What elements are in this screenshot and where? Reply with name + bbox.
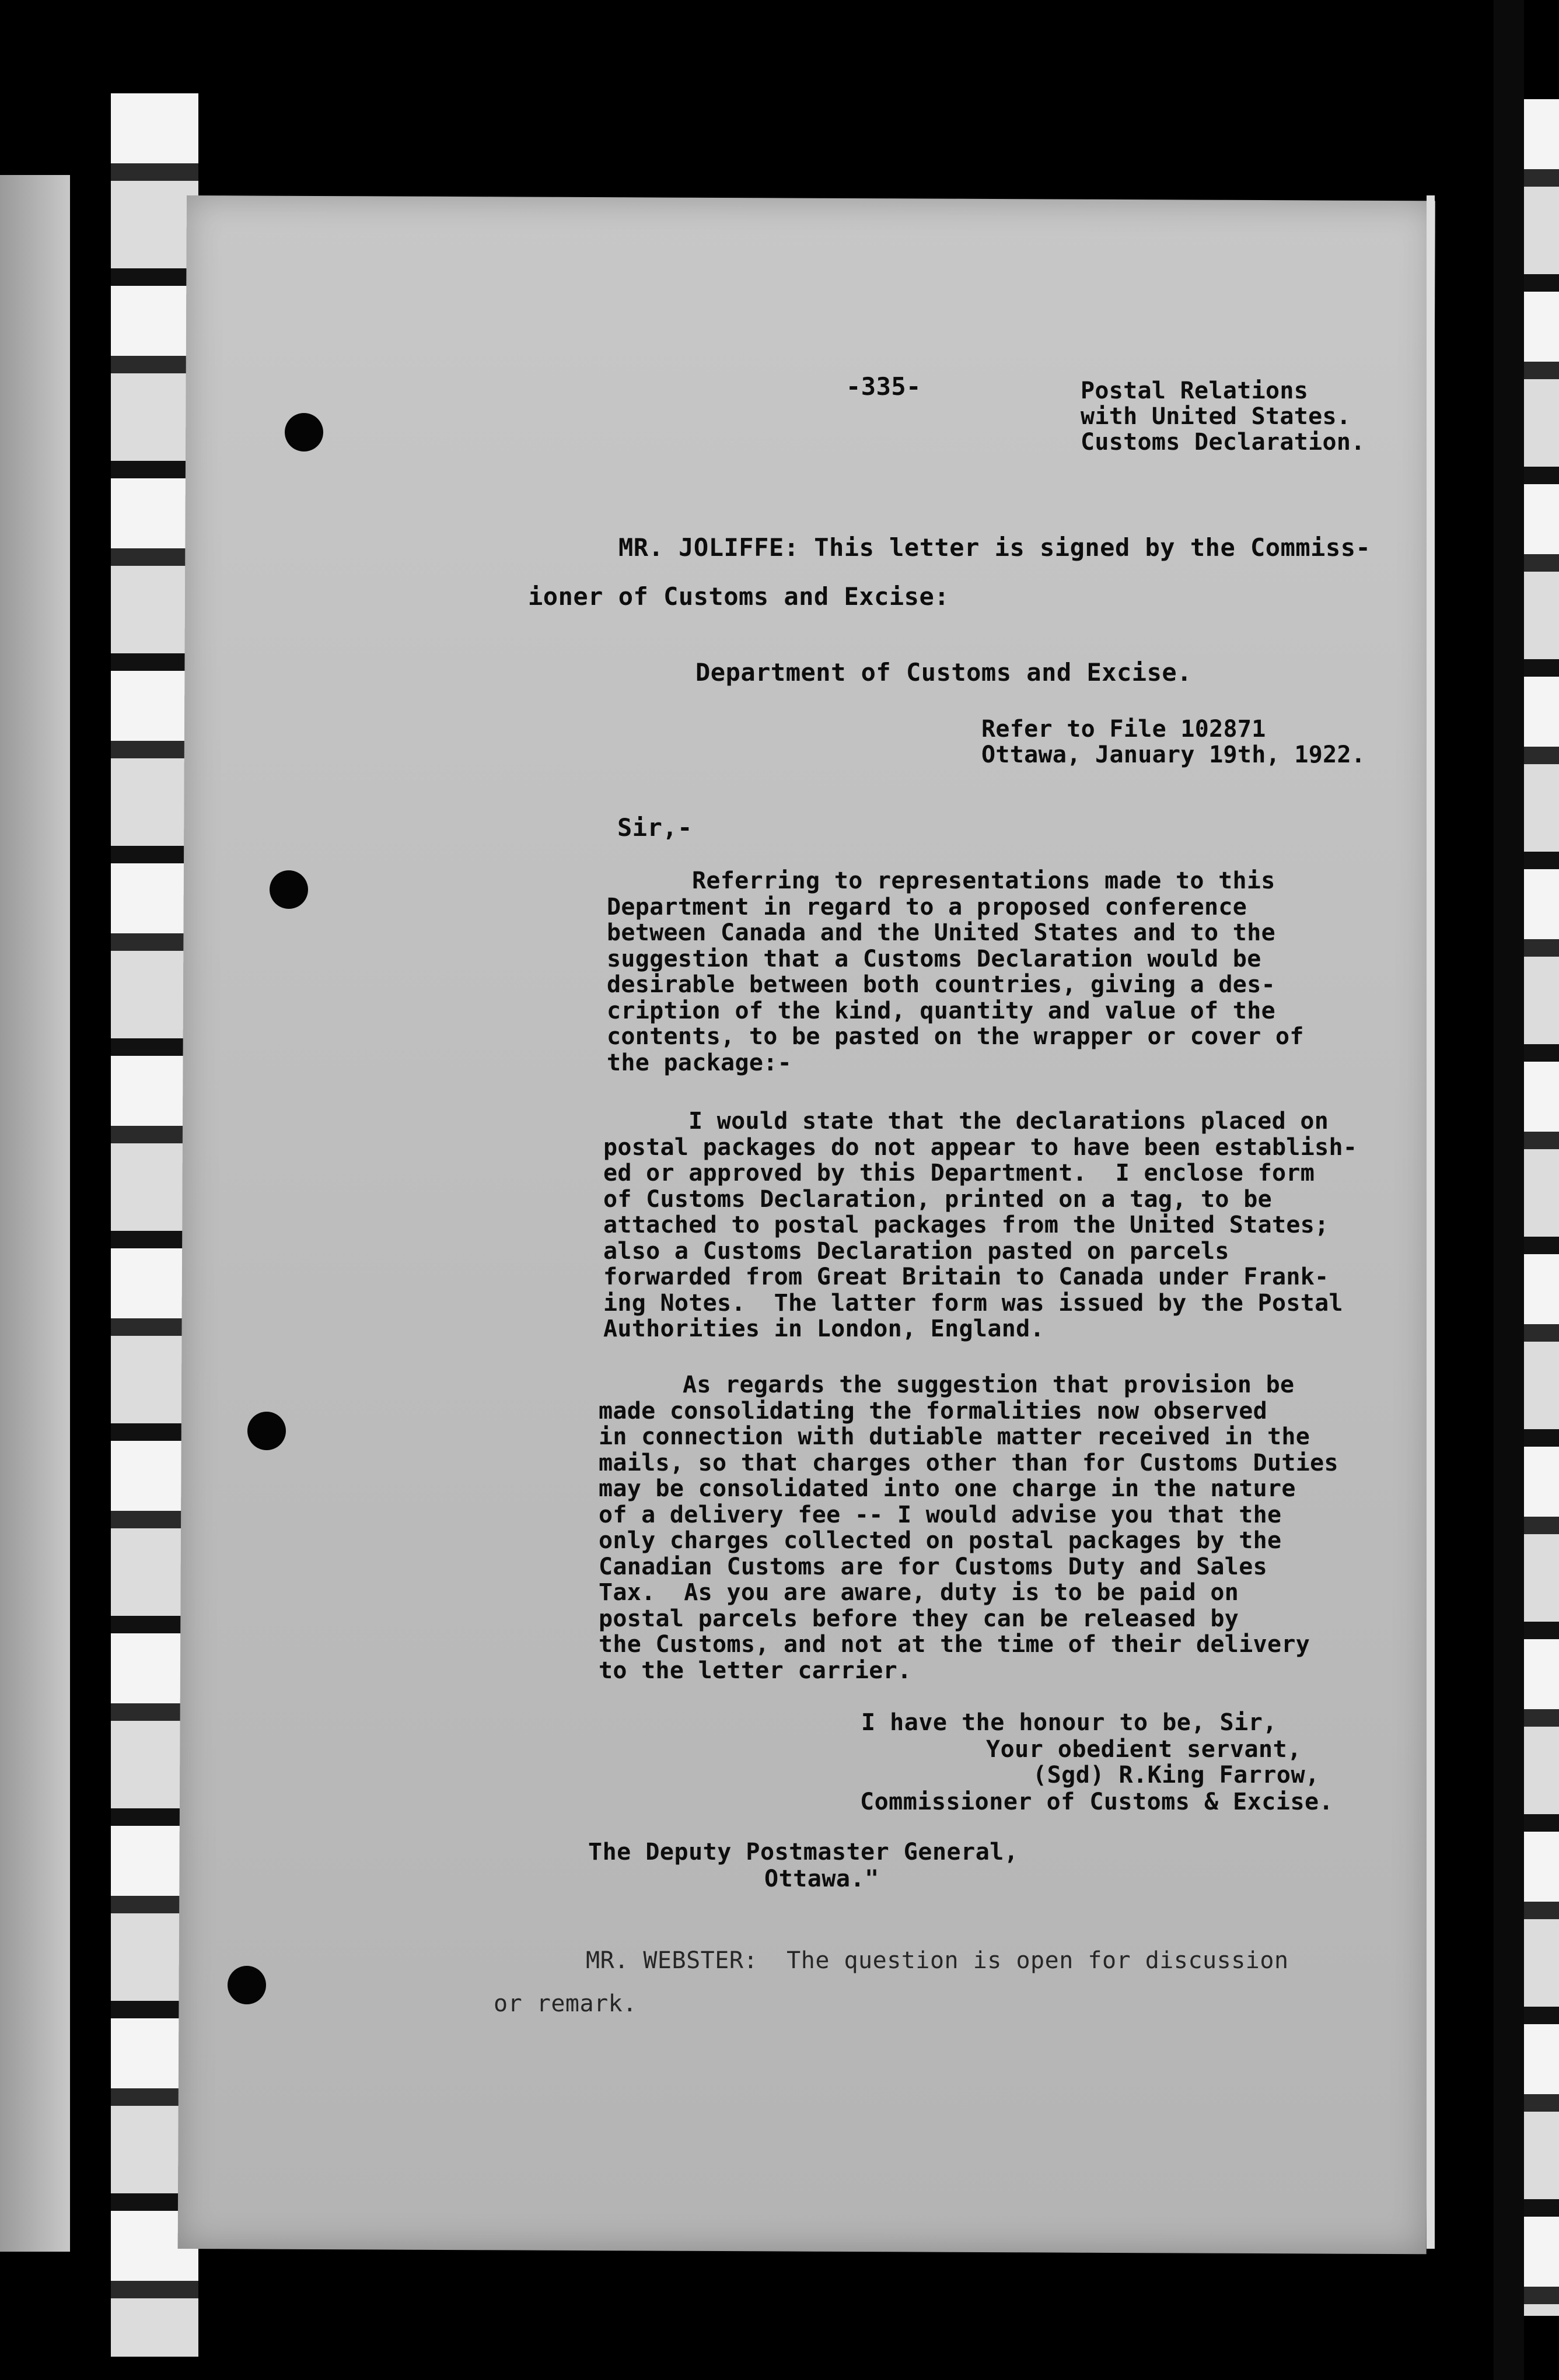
paragraph-line: Referring to representations made to this bbox=[692, 867, 1275, 894]
paragraph-line: postal packages do not appear to have been establish- bbox=[603, 1133, 1358, 1161]
punch-hole bbox=[285, 413, 323, 452]
paragraph-line: of Customs Declaration, printed on a tag, to be bbox=[603, 1185, 1272, 1213]
remark-line-2: or remark. bbox=[494, 1990, 637, 2017]
paragraph-line: cription of the kind, quantity and value of the bbox=[607, 997, 1275, 1024]
subject-heading bbox=[1081, 378, 1365, 455]
closing-line-2: Your obedient servant, bbox=[986, 1736, 1302, 1763]
paragraph-line: postal parcels before they can be released by bbox=[599, 1605, 1239, 1632]
subject-line: Postal Relations bbox=[1081, 377, 1309, 404]
signatory-title: Commissioner of Customs & Excise. bbox=[860, 1788, 1334, 1815]
paragraph-line: mails, so that charges other than for Customs Duties bbox=[599, 1449, 1338, 1476]
paragraph-1 bbox=[607, 868, 1304, 1076]
paragraph-line: As regards the suggestion that provision be bbox=[683, 1371, 1295, 1398]
intro-line-2: ioner of Customs and Excise: bbox=[528, 582, 950, 611]
paragraph-line: attached to postal packages from the United States; bbox=[603, 1212, 1329, 1238]
paragraph-line: contents, to be pasted on the wrapper or cover of bbox=[607, 1023, 1304, 1050]
paragraph-2 bbox=[603, 1108, 1357, 1342]
paragraph-line: ing Notes. The latter form was issued by the Postal bbox=[603, 1289, 1343, 1317]
punch-hole bbox=[247, 1412, 286, 1450]
paragraph-line: the package:- bbox=[607, 1049, 792, 1076]
paragraph-line: to the letter carrier. bbox=[599, 1657, 912, 1684]
film-edge-right bbox=[1524, 99, 1559, 2316]
remark-line-1: MR. WEBSTER: The question is open for discussion bbox=[586, 1947, 1289, 1974]
reference-line: Refer to File 102871 bbox=[981, 716, 1266, 743]
paragraph-line: the Customs, and not at the time of their delivery bbox=[599, 1631, 1310, 1658]
addressee-line-2: Ottawa." bbox=[764, 1866, 879, 1892]
paragraph-line: between Canada and the United States and to the bbox=[607, 919, 1275, 946]
salutation: Sir,- bbox=[617, 813, 693, 842]
paragraph-line: made consolidating the formalities now observed bbox=[599, 1397, 1267, 1424]
paragraph-line: ed or approved by this Department. I enclose form bbox=[603, 1160, 1315, 1186]
paragraph-line: only charges collected on postal packages by the bbox=[599, 1527, 1282, 1554]
reference-line: Ottawa, January 19th, 1922. bbox=[981, 741, 1366, 768]
addressee-line-1: The Deputy Postmaster General, bbox=[588, 1839, 1019, 1866]
page-edge bbox=[1427, 195, 1435, 2249]
subject-line: Customs Declaration. bbox=[1081, 429, 1365, 456]
punch-hole bbox=[270, 870, 308, 909]
paragraph-line: suggestion that a Customs Declaration would be bbox=[607, 945, 1261, 972]
paragraph-line: Department in regard to a proposed conference bbox=[607, 893, 1247, 921]
closing-line-1: I have the honour to be, Sir, bbox=[861, 1709, 1277, 1736]
paragraph-line: desirable between both countries, giving a des- bbox=[607, 971, 1275, 998]
paragraph-line: may be consolidated into one charge in the nature bbox=[599, 1475, 1296, 1502]
adjacent-frame-left bbox=[0, 175, 70, 2252]
paragraph-line: I would state that the declarations placed on bbox=[688, 1108, 1329, 1135]
file-reference bbox=[981, 716, 1365, 768]
paragraph-line: Canadian Customs are for Customs Duty and Sales bbox=[599, 1553, 1267, 1580]
paragraph-3 bbox=[599, 1372, 1338, 1684]
intro-line-1: MR. JOLIFFE: This letter is signed by the Commiss- bbox=[618, 533, 1371, 562]
subject-line: with United States. bbox=[1081, 403, 1351, 430]
letterhead: Department of Customs and Excise. bbox=[695, 658, 1192, 687]
punch-hole bbox=[228, 1966, 266, 2004]
paragraph-line: of a delivery fee -- I would advise you that the bbox=[599, 1501, 1282, 1528]
paragraph-line: Authorities in London, England. bbox=[603, 1315, 1044, 1342]
paragraph-line: Tax. As you are aware, duty is to be paid on bbox=[599, 1579, 1239, 1606]
paragraph-line: in connection with dutiable matter received in the bbox=[599, 1423, 1310, 1450]
film-gap-right bbox=[1494, 0, 1524, 2380]
page-number: -335- bbox=[846, 372, 921, 401]
paragraph-line: also a Customs Declaration pasted on parcels bbox=[603, 1237, 1229, 1265]
signature: (Sgd) R.King Farrow, bbox=[1033, 1762, 1320, 1788]
paragraph-line: forwarded from Great Britain to Canada under Frank- bbox=[603, 1264, 1329, 1290]
